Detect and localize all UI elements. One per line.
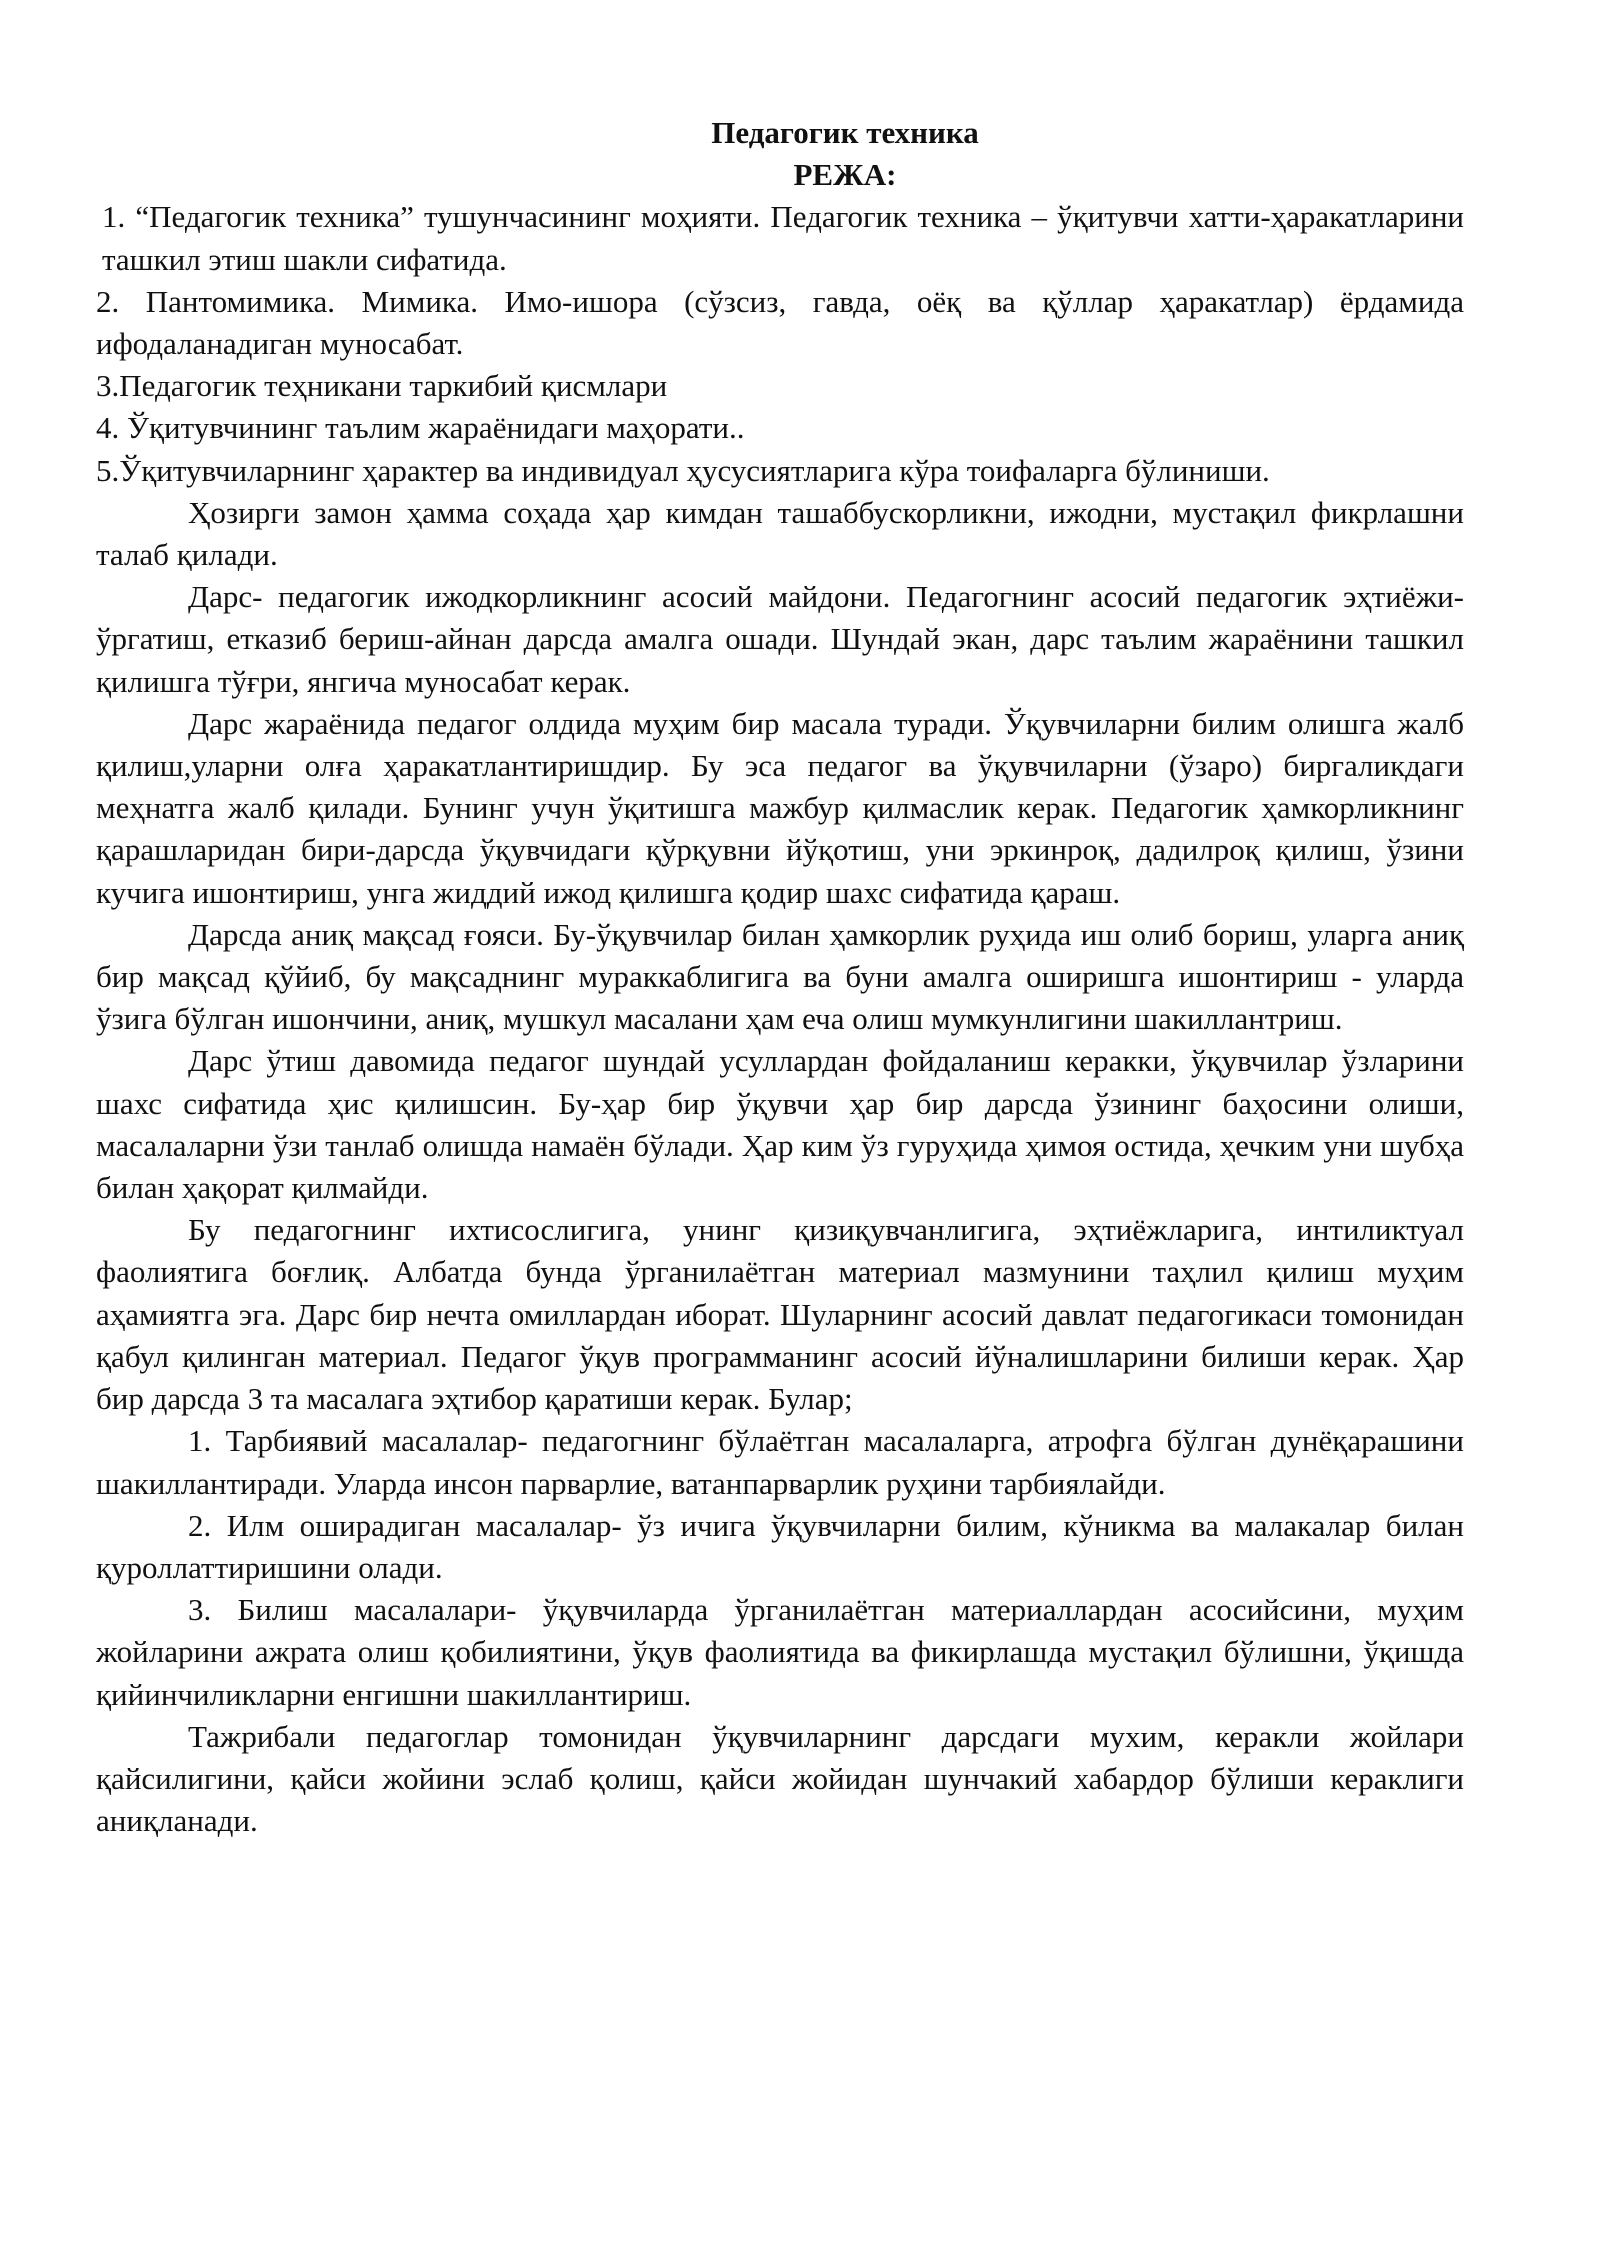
plan-item: 5.Ўқитувчиларнинг ҳарактер ва индивидуал ҳусусиятларига кўра тоифаларга бўлиниши. (96, 452, 1270, 488)
plan-item: 1. “Педагогик техника” тушунчасининг моҳияти. Педагогик техника – ўқитувчи хатти-ҳаракатларини ташкил этиш шакли сифатида. (102, 199, 1464, 277)
plan-item: 3.Педагогик теҳникани таркибий қисмлари (96, 368, 668, 404)
paragraph: Бу педагогнинг ихтисослигига, унинг қизиқувчанлигига, эҳтиёжларига, интиликтуал фаолиятига боғлиқ. Албатда бунда ўрганилаётган материал мазмунини таҳлил қилиш муҳим аҳамиятга эга. Дарс бир нечта омиллардан иборат. Шуларнинг асосий давлат педагогикаси томонидан қабул қилинган материал. Педагог ўқув программанинг асосий йўналишларини билиши керак. Ҳар бир дарсда 3 та масалага эҳтибор қаратиши керак. Булар; (96, 1212, 1464, 1417)
paragraph: Дарс- педагогик ижодкорликнинг асосий майдони. Педагогнинг асосий педагогик эҳтиёжи-ўргатиш, етказиб бериш-айнан дарсда амалга ошади. Шундай экан, дарс таълим жараёнини ташкил қилишга тўғри, янгича муносабат керак. (96, 579, 1464, 699)
paragraph: Дарсда аниқ мақсад ғояси. Бу-ўқувчилар билан ҳамкорлик руҳида иш олиб бориш, уларга аниқ бир мақсад қўйиб, бу мақсаднинг мураккаблигига ва буни амалга оширишга ишонтириш - уларда ўзига бўлган ишончини, аниқ, мушкул масалани ҳам еча олиш мумкунлигини шакиллантриш. (96, 916, 1464, 1037)
body-text (96, 492, 1464, 1843)
document-title: Педагогик техника (711, 115, 979, 150)
plan-heading: РЕЖА: (793, 157, 897, 193)
paragraph: 2. Илм оширадиган масалалар- ўз ичига ўқувчиларни билим, кўникма ва малакалар билан қуроллаттиришини олади. (96, 1507, 1464, 1585)
paragraph: Дарс ўтиш давомида педагог шундай усуллардан фойдаланиш керакки, ўқувчилар ўзларини шахс сифатида ҳис қилишсин. Бу-ҳар бир ўқувчи ҳар бир дарсда ўзининг баҳосини олиши, масалаларни ўзи танлаб олишда намаён бўлади. Ҳар ким ўз гуруҳида ҳимоя остида, ҳечким уни шубҳа билан ҳақорат қилмайди. (96, 1043, 1464, 1206)
plan-list (96, 196, 1464, 491)
paragraph: 1. Тарбиявий масалалар- педагогнинг бўлаётган масалаларга, атрофга бўлган дунёқарашини шакиллантиради. Уларда инсон парварлие, ватанпарварлик руҳини тарбиялайди. (96, 1423, 1464, 1501)
plan-item: 2. Пантомимика. Мимика. Имо-ишора (сўзсиз, гавда, оёқ ва қўллар ҳаракатлар) ёрдамида ифодаланадиган муносабат. (96, 283, 1464, 362)
paragraph: Дарс жараёнида педагог олдида муҳим бир масала туради. Ўқувчиларни билим олишга жалб қилиш,уларни олға ҳаракатлантиришдир. Бу эса педагог ва ўқувчиларни (ўзаро) биргаликдаги меҳнатга жалб қилади. Бунинг учун ўқитишга мажбур қилмаслик керак. Педагогик ҳамкорликнинг қарашларидан бири-дарсда ўқувчидаги қўрқувни йўқотиш, уни эркинроқ, дадилроқ қилиш, ўзини кучига ишонтириш, унга жиддий ижод қилишга қодир шахс сифатида қараш. (96, 705, 1464, 910)
document-page (96, 112, 1464, 1842)
paragraph: Ҳозирги замон ҳамма соҳада ҳар кимдан ташаббускорликни, ижодни, мустақил фикрлашни талаб қилади. (96, 494, 1464, 573)
paragraph: 3. Билиш масалалари- ўқувчиларда ўрганилаётган материаллардан асосийсини, муҳим жойларини ажрата олиш қобилиятини, ўқув фаолиятида ва фикирлашда мустақил бўлишни, ўқишда қийинчиликларни енгишни шакиллантириш. (96, 1592, 1464, 1712)
paragraph: Тажрибали педагоглар томонидан ўқувчиларнинг дарсдаги мухим, керакли жойлари қайсилигини, қайси жойини эслаб қолиш, қайси жойидан шунчакий хабардор бўлиши кераклиги аниқланади. (96, 1718, 1464, 1839)
plan-item: 4. Ўқитувчининг таълим жараёнидаги маҳорати.. (96, 410, 745, 446)
